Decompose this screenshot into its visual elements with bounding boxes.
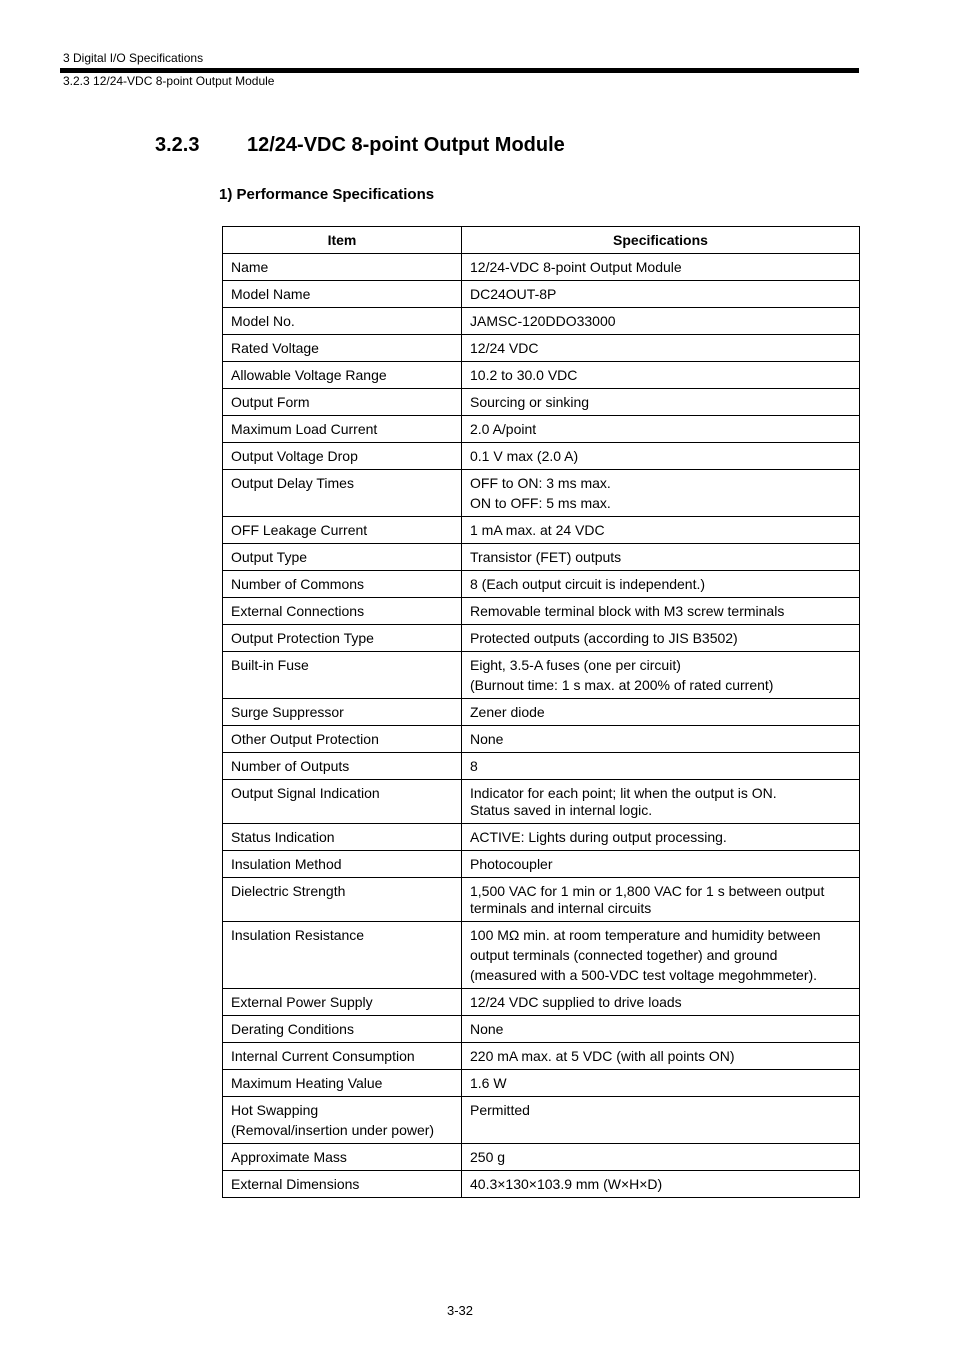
spec-value-line: 2.0 A/point [470,421,537,437]
spec-value-line: 12/24-VDC 8-point Output Module [470,259,682,275]
spec-item-line: Output Type [231,549,308,565]
spec-item-line: Status Indication [231,829,335,845]
spec-item-line: Number of Outputs [231,758,350,774]
spec-item-line: Insulation Resistance [231,927,365,943]
table-row [223,652,860,699]
table-row [223,335,860,362]
table-row [223,1144,860,1171]
spec-value-line: Removable terminal block with M3 screw terminals [470,603,785,619]
spec-value-line: Protected outputs (according to JIS B3502) [470,630,738,646]
spec-item-line: Output Form [231,394,310,410]
spec-item-line: Approximate Mass [231,1149,347,1165]
spec-value-cell [462,254,860,281]
spec-item-cell [223,1097,462,1144]
spec-item-line: Maximum Load Current [231,421,378,437]
table-row [223,1043,860,1070]
spec-item-line: Surge Suppressor [231,704,344,720]
spec-value-cell [462,470,860,517]
spec-value-line: 250 g [470,1149,506,1165]
spec-item-cell [223,1171,462,1198]
spec-item-line: Insulation Method [231,856,342,872]
table-row [223,922,860,989]
spec-item-cell [223,989,462,1016]
table-row [223,416,860,443]
spec-item-cell [223,652,462,699]
spec-value-line: 40.3×130×103.9 mm (W×H×D) [470,1176,663,1192]
spec-item-line: Name [231,259,269,275]
spec-value-line: OFF to ON: 3 ms max. [470,475,611,491]
table-row [223,726,860,753]
table-row [223,598,860,625]
spec-item-cell [223,571,462,598]
spec-item-line: Model No. [231,313,295,329]
spec-item-cell [223,598,462,625]
spec-value-line: DC24OUT-8P [470,286,557,302]
table-row [223,308,860,335]
header-rule [60,68,859,73]
table-row [223,470,860,517]
spec-item-line: Allowable Voltage Range [231,367,387,383]
spec-item-cell [223,878,462,922]
spec-item-line: Output Signal Indication [231,785,380,801]
spec-value-line: Indicator for each point; lit when the output is ON. [470,785,777,801]
spec-value-line: ON to OFF: 5 ms max. [470,495,611,511]
spec-item-cell [223,470,462,517]
spec-item-line: Output Delay Times [231,475,354,491]
table-row [223,517,860,544]
table-row [223,281,860,308]
page-number: 3-32 [446,1303,474,1318]
spec-item-cell [223,544,462,571]
spec-item-line: External Connections [231,603,365,619]
spec-value-line: Permitted [470,1102,530,1118]
spec-value-line: Status saved in internal logic. [470,802,653,818]
table-row [223,254,860,281]
table-row [223,1070,860,1097]
spec-item-line: Output Voltage Drop [231,448,358,464]
spec-item-cell [223,335,462,362]
subsection-heading: 1) Performance Specifications [219,186,435,203]
spec-item-line: Output Protection Type [231,630,374,646]
spec-value-line: 220 mA max. at 5 VDC (with all points ON) [470,1048,735,1064]
spec-item-cell [223,308,462,335]
spec-item-cell [223,1043,462,1070]
spec-item-line: Internal Current Consumption [231,1048,415,1064]
spec-value-line: 8 [470,758,478,774]
spec-value-cell [462,780,860,824]
spec-item-cell [223,443,462,470]
spec-value-line: None [470,1021,504,1037]
spec-item-cell [223,726,462,753]
spec-item-cell [223,416,462,443]
spec-value-line: 100 MΩ min. at room temperature and humidity between [470,927,821,943]
table-row [223,851,860,878]
spec-item-cell [223,922,462,989]
spec-value-line: 8 (Each output circuit is independent.) [470,576,706,592]
spec-item-line: Other Output Protection [231,731,379,747]
spec-item-cell [223,389,462,416]
spec-value-cell [462,989,860,1016]
spec-value-cell [462,851,860,878]
spec-item-line: Built-in Fuse [231,657,309,673]
spec-value-line: Eight, 3.5-A fuses (one per circuit) [470,657,681,673]
table-row [223,824,860,851]
column-header-specifications: Specifications [462,227,860,254]
spec-item-line: Maximum Heating Value [231,1075,383,1091]
spec-value-cell [462,878,860,922]
table-row [223,544,860,571]
spec-item-cell [223,625,462,652]
spec-value-line: 12/24 VDC supplied to drive loads [470,994,682,1010]
spec-value-line: output terminals (connected together) and ground [470,947,778,963]
spec-item-line: External Dimensions [231,1176,360,1192]
spec-item-cell [223,753,462,780]
spec-value-line: JAMSC-120DDO33000 [470,313,616,329]
spec-value-line: (Burnout time: 1 s max. at 200% of rated current) [470,677,774,693]
spec-value-line: Photocoupler [470,856,553,872]
spec-value-cell [462,598,860,625]
table-row [223,443,860,470]
spec-value-line: (measured with a 500-VDC test voltage megohmmeter). [470,967,818,983]
spec-item-line: (Removal/insertion under power) [231,1122,435,1138]
spec-value-cell [462,726,860,753]
spec-value-line: 0.1 V max (2.0 A) [470,448,579,464]
spec-item-cell [223,281,462,308]
spec-item-cell [223,851,462,878]
spec-value-line: Sourcing or sinking [470,394,590,410]
table-row [223,699,860,726]
spec-value-cell [462,652,860,699]
spec-value-cell [462,517,860,544]
spec-value-line: terminals and internal circuits [470,900,652,916]
running-head-chapter: 3 Digital I/O Specifications [63,51,204,65]
spec-item-line: Model Name [231,286,311,302]
table-row [223,1097,860,1144]
spec-item-cell [223,517,462,544]
spec-item-line: OFF Leakage Current [231,522,368,538]
table-row [223,989,860,1016]
spec-value-cell [462,1171,860,1198]
spec-item-cell [223,699,462,726]
table-row [223,1171,860,1198]
section-title: 12/24-VDC 8-point Output Module [247,134,565,156]
spec-value-cell [462,308,860,335]
table-row [223,362,860,389]
spec-value-cell [462,389,860,416]
spec-value-line: Transistor (FET) outputs [470,549,622,565]
spec-value-cell [462,544,860,571]
performance-spec-table [222,226,860,1198]
spec-value-cell [462,753,860,780]
spec-value-cell [462,571,860,598]
spec-value-cell [462,362,860,389]
spec-value-cell [462,922,860,989]
spec-value-line: 12/24 VDC [470,340,539,356]
column-header-item: Item [223,227,462,254]
spec-value-cell [462,416,860,443]
table-body [223,254,860,1198]
spec-item-cell [223,824,462,851]
spec-item-line: Hot Swapping [231,1102,319,1118]
spec-value-cell [462,824,860,851]
spec-value-line: 1.6 W [470,1075,507,1091]
spec-value-line: Zener diode [470,704,545,720]
spec-item-line: External Power Supply [231,994,373,1010]
spec-item-cell [223,1016,462,1043]
table-row [223,1016,860,1043]
running-head-section: 3.2.3 12/24-VDC 8-point Output Module [63,74,275,88]
table-row [223,625,860,652]
table-header-row [223,227,860,254]
spec-item-line: Derating Conditions [231,1021,354,1037]
spec-item-line: Rated Voltage [231,340,319,356]
table-row [223,780,860,824]
spec-item-line: Dielectric Strength [231,883,346,899]
table-row [223,571,860,598]
spec-value-cell [462,1144,860,1171]
spec-value-cell [462,1043,860,1070]
spec-value-cell [462,281,860,308]
spec-value-cell [462,1070,860,1097]
spec-value-cell [462,625,860,652]
spec-item-cell [223,1070,462,1097]
spec-item-cell [223,1144,462,1171]
spec-item-cell [223,254,462,281]
spec-value-line: 1,500 VAC for 1 min or 1,800 VAC for 1 s between output [470,883,825,899]
table-row [223,753,860,780]
spec-item-line: Number of Commons [231,576,365,592]
spec-value-line: 10.2 to 30.0 VDC [470,367,578,383]
section-number: 3.2.3 [155,134,200,156]
spec-value-cell [462,699,860,726]
spec-value-cell [462,1016,860,1043]
spec-item-cell [223,780,462,824]
table-row [223,389,860,416]
spec-value-line: 1 mA max. at 24 VDC [470,522,605,538]
section-heading [155,134,565,157]
spec-value-cell [462,335,860,362]
spec-value-line: ACTIVE: Lights during output processing. [470,829,727,845]
spec-value-cell [462,443,860,470]
spec-value-line: None [470,731,504,747]
table-row [223,878,860,922]
spec-item-cell [223,362,462,389]
spec-value-cell [462,1097,860,1144]
